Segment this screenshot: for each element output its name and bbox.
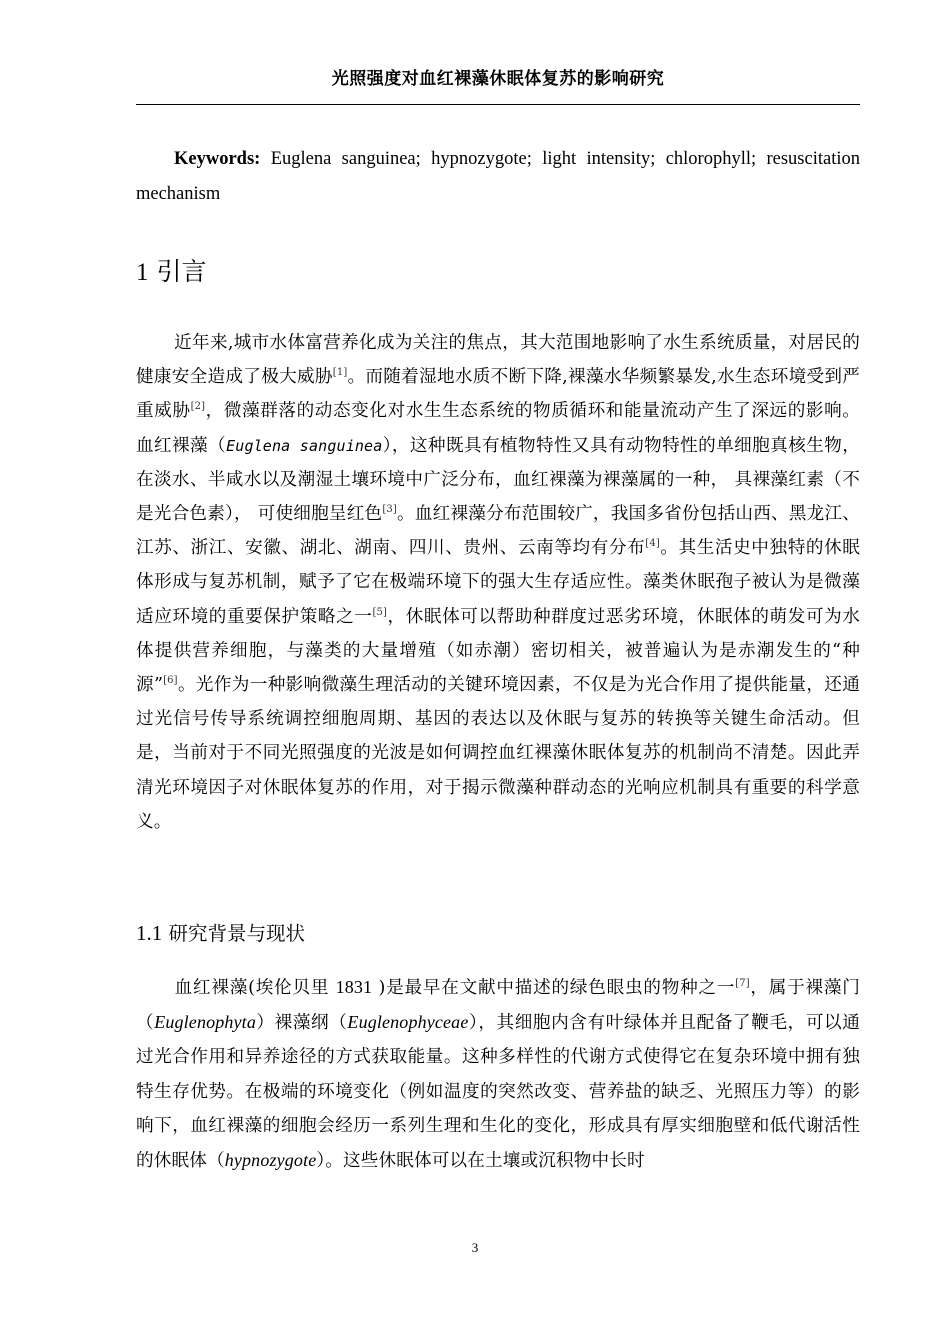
- citation: [7]: [735, 978, 750, 990]
- keywords-text: Euglena sanguinea; hypnozygote; light intensity; chlorophyll; resuscitation mechanism: [136, 149, 860, 204]
- section-number: 1: [136, 259, 149, 286]
- text-run: ，休眠体可以帮助种群度过恶劣环境，休眠体的萌发可为水体提供营养细胞，与藻类的大量增殖（如赤潮）密切相关，被普遍认为是赤潮发生的“种源”: [136, 606, 861, 696]
- species-name: Euglena sanguinea: [226, 436, 383, 455]
- subsection-heading-background: [136, 918, 305, 946]
- page-number: 3: [471, 1240, 479, 1255]
- text-run: )是最早在文献中描述的绿色眼虫的物种之一: [372, 978, 736, 998]
- text-run: 。而随着湿地水质不断下降,裸藻水华频繁暴发,水生态环境受到严重威胁: [136, 367, 860, 422]
- section-title: 引言: [156, 257, 207, 286]
- text-run: ）。这些休眠体可以在土壤或沉积物中长时: [316, 1151, 645, 1172]
- citation: [2]: [190, 401, 206, 413]
- background-paragraph: [136, 970, 860, 1178]
- taxon-name: Euglenophyceae: [347, 1012, 469, 1033]
- text-run: 近年来,城市水体富营养化成为关注的焦点，其大范围地影响了水生系统质量，对居民的健康安全造成了极大威胁: [136, 333, 860, 388]
- taxon-name: Euglenophyta: [154, 1012, 256, 1033]
- intro-paragraph: [136, 326, 860, 839]
- keywords-label: Keywords:: [174, 149, 261, 169]
- citation: [3]: [382, 504, 397, 516]
- citation: [4]: [645, 538, 660, 550]
- text-run: ，属于裸藻门（: [136, 978, 861, 1034]
- keywords-line: [136, 142, 860, 212]
- section-heading-introduction: [136, 252, 206, 288]
- text-run: ），其细胞内含有叶绿体并且配备了鞭毛，可以通过光合作用和异养途径的方式获取能量。这种多样性的代谢方式使得它在复杂环境中拥有独特生存优势。在极端的环境变化（例如温度的突然改变、营养盐的缺乏、光照压力等）的影响下，血红裸藻的细胞会经历一系列生理和生化的变化，形成具有厚实细胞壁和低代谢活性的休眠体（: [136, 1013, 860, 1172]
- text-run: ），这种既具有植物特性又具有动物特性的单细胞真核生物，在淡水、半咸水以及潮湿土壤环境中广泛分布，血红裸藻为裸藻属的一种， 具裸藻红素（不是光合色素）， 可使细胞呈红色: [136, 435, 860, 525]
- year: 1831: [335, 977, 373, 997]
- term-italic: hypnozygote: [224, 1150, 317, 1171]
- text-run: ，微藻群落的动态变化对水生生态系统的物质循环和能量流动产生了深远的影响。血红裸藻（: [136, 401, 861, 456]
- citation: [6]: [163, 675, 178, 687]
- running-header: 光照强度对血红裸藻休眠体复苏的影响研究: [331, 69, 665, 89]
- citation: [1]: [332, 367, 348, 379]
- subsection-number: 1.1: [136, 921, 163, 945]
- citation: [5]: [372, 606, 388, 618]
- text-run: 血红裸藻(埃伦贝里: [174, 978, 336, 998]
- text-run: 。血红裸藻分布范围较广，我国多省份包括山西、黑龙江、江苏、浙江、安徽、湖北、湖南、四川、贵州、云南等均有分布: [136, 504, 861, 559]
- subsection-title: 研究背景与现状: [168, 922, 305, 945]
- text-run: 。光作为一种影响微藻生理活动的关键环境因素，不仅是为光合作用了提供能量，还通过光信号传导系统调控细胞周期、基因的表达以及休眠与复苏的转换等关键生命活动。但是，当前对于不同光照强度的光波是如何调控血红裸藻休眠体复苏的机制尚不清楚。因此弄清光环境因子对休眠体复苏的作用，对于揭示微藻种群动态的光响应机制具有重要的科学意义。: [136, 675, 860, 832]
- text-run: 。其生活史中独特的休眠体形成与复苏机制，赋予了它在极端环境下的强大生存适应性。藻类休眠孢子被认为是微藻适应环境的重要保护策略之一: [136, 538, 861, 627]
- header-rule: [136, 104, 860, 105]
- text-run: ）裸藻纲（: [255, 1013, 348, 1034]
